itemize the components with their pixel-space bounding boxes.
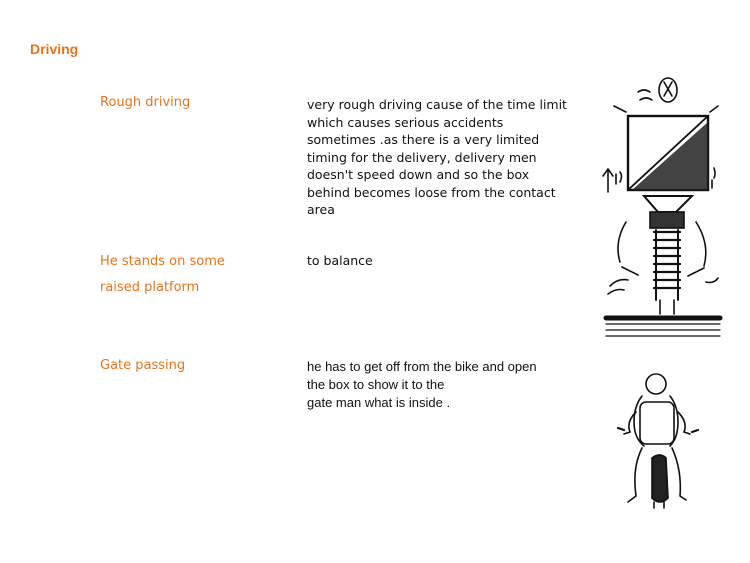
row-description-gate-passing-line1: he has to get off from the bike and open [307,359,537,374]
row-label-raised-platform-line2: raised platform [100,280,200,295]
rider-on-bike-rear-view-sketch [610,372,720,512]
page-title: Driving [30,41,79,57]
row-label-raised-platform-line1: He stands on some [100,254,225,269]
rider-on-scooter-with-box-sketch [600,72,725,344]
row-description-raised-platform: to balance [307,253,373,268]
row-description-rough-driving: very rough driving cause of the time limit which causes serious accidents sometimes .as there is a very limited timing for the delivery, delivery men doesn't speed down and so the box behind becomes loose from the contact area [307,97,567,217]
row-description-gate-passing-line3: gate man what is inside . [307,395,451,410]
row-label-gate-passing: Gate passing [100,358,186,373]
row-label-rough-driving: Rough driving [100,95,191,110]
row-description-gate-passing-line2: the box to show it to the [307,377,445,392]
row-description-gate-passing [307,358,569,412]
